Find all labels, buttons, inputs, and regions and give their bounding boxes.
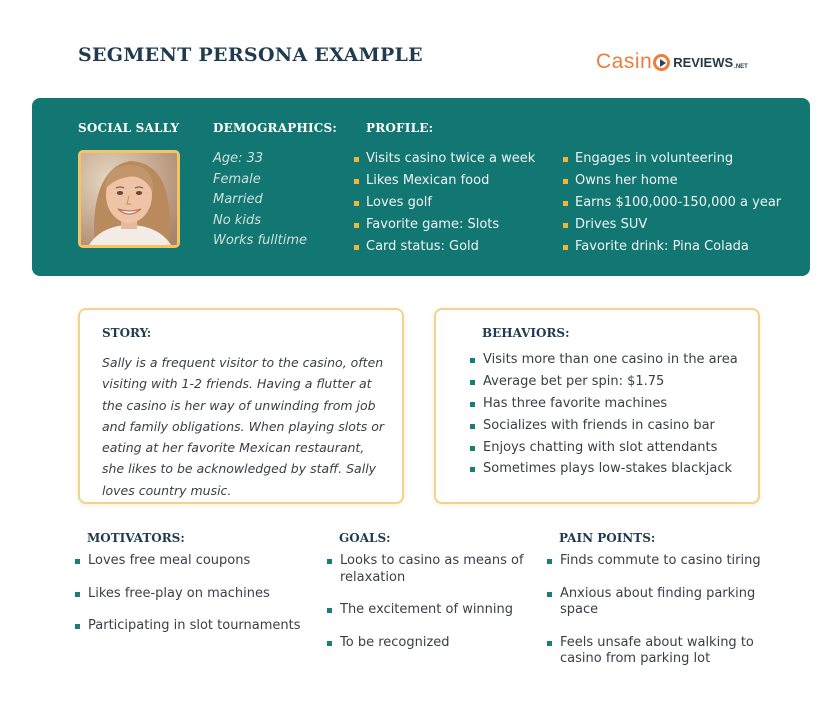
demographic-item: Female [213,171,261,187]
persona-profile-panel [32,98,810,276]
profile-item: Favorite drink: Pina Colada [562,239,781,261]
pain-point-item: Feels unsafe about walking to casino from parking lot [547,635,767,668]
motivator-item: Loves free meal coupons [75,553,315,570]
story-card [78,308,404,504]
profile-heading: PROFILE: [366,121,434,135]
goals-list [327,553,527,651]
persona-photo [78,150,180,248]
behaviors-heading: BEHAVIORS: [482,326,570,340]
profile-item: Drives SUV [562,217,781,239]
goals-heading: GOALS: [339,531,391,545]
profile-item: Likes Mexican food [353,173,535,195]
demographic-item: Works fulltime [213,233,307,248]
demographic-item: Married [213,192,263,207]
logo-text-casin: Casin [596,50,653,73]
behaviors-list [470,352,738,483]
pain-points-heading: PAIN POINTS: [559,531,656,545]
behavior-item: Visits more than one casino in the area [470,352,738,374]
behavior-item: Socializes with friends in casino bar [470,418,738,440]
story-text: Sally is a frequent visitor to the casino, often visiting with 1-2 friends. Having a flutter at the casino is her way of unwinding from job and family obligations. When playing slots or eating at her favorite Mexican restaurant, she likes to be acknowledged by staff. Sally loves country music. [102,355,385,498]
profile-list-left [353,151,535,261]
goal-item: To be recognized [327,635,527,652]
story-heading: STORY: [102,326,152,340]
goal-item: The excitement of winning [327,602,527,619]
demographic-item: Age: 33 [213,151,264,166]
woman-portrait-icon [81,153,177,245]
pain-point-item: Finds commute to casino tiring [547,553,767,570]
behaviors-card [434,308,760,504]
page-title: SEGMENT PERSONA EXAMPLE [78,44,423,66]
profile-item: Loves golf [353,195,535,217]
profile-item: Card status: Gold [353,239,535,261]
pain-point-item: Anxious about finding parking space [547,586,767,619]
persona-name: SOCIAL SALLY [78,121,180,135]
behavior-item: Enjoys chatting with slot attendants [470,440,738,462]
behavior-item: Has three favorite machines [470,396,738,418]
logo-text-net: .NET [734,64,748,70]
profile-item: Earns $100,000-150,000 a year [562,195,781,217]
goal-item: Looks to casino as means of relaxation [327,553,527,586]
motivator-item: Likes free-play on machines [75,586,315,603]
demographics-list [213,151,307,254]
profile-item: Visits casino twice a week [353,151,535,173]
behavior-item: Average bet per spin: $1.75 [470,374,738,396]
pain-points-list [547,553,767,668]
play-circle-icon [653,54,670,71]
profile-item: Engages in volunteering [562,151,781,173]
demographics-heading: DEMOGRAPHICS: [213,121,338,135]
profile-list-right [562,151,781,261]
motivator-item: Participating in slot tournaments [75,618,315,635]
motivators-list [75,553,315,635]
profile-item: Owns her home [562,173,781,195]
behavior-item: Sometimes plays low-stakes blackjack [470,461,738,483]
brand-logo [596,50,748,74]
profile-item: Favorite game: Slots [353,217,535,239]
demographic-item: No kids [213,212,261,228]
logo-text-reviews: REVIEWS [673,54,734,70]
motivators-heading: MOTIVATORS: [87,531,185,545]
